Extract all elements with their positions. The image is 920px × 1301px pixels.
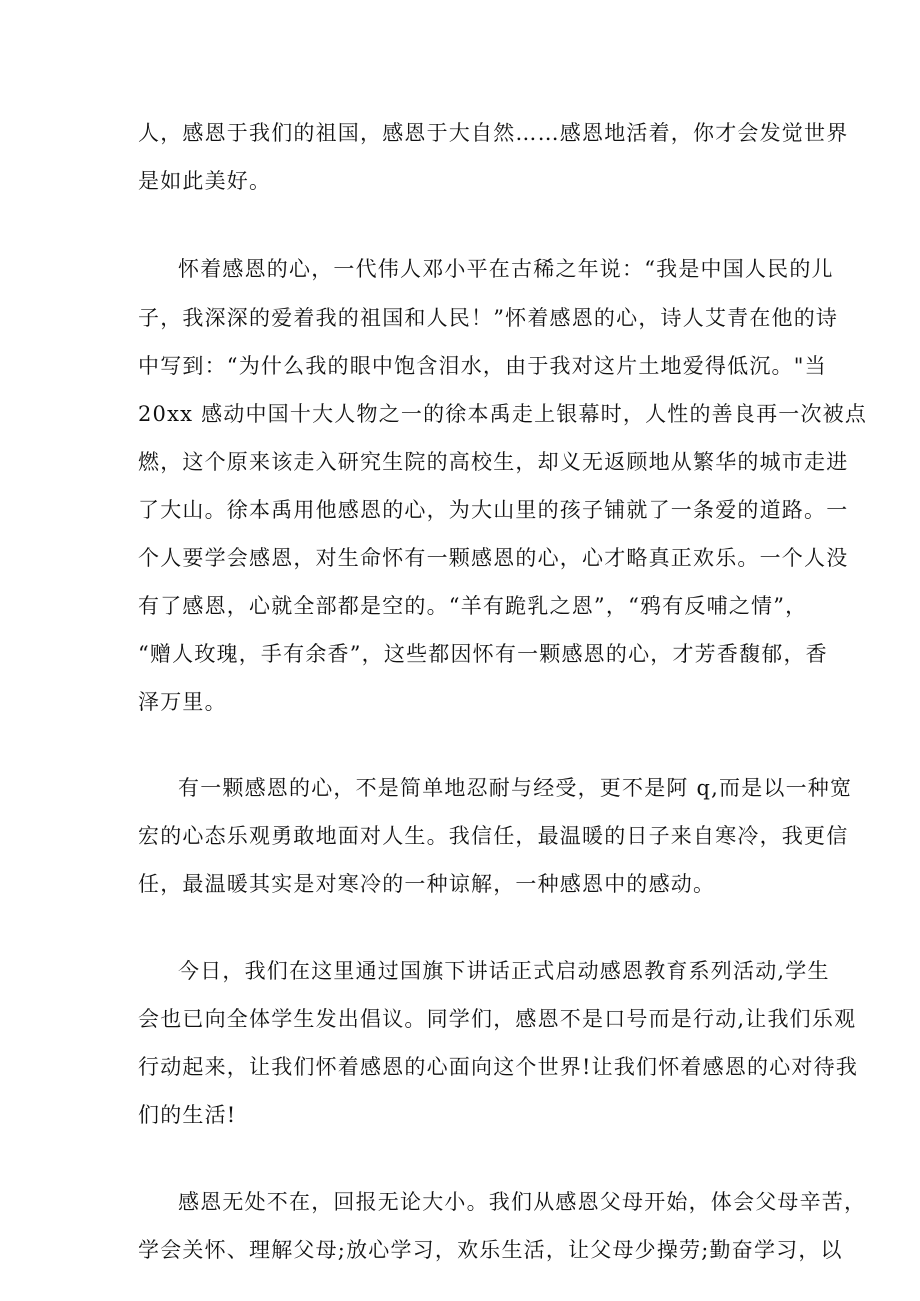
text-line: 是如此美好。: [138, 169, 272, 193]
text-line: 泽万里。: [138, 690, 227, 714]
text-line: 燃，这个原来该走入研究生院的高校生，却义无返顾地从繁华的城市走进: [138, 450, 849, 474]
text-line: 行动起来，让我们怀着感恩的心面向这个世界!让我们怀着感恩的心对待我: [138, 1055, 859, 1079]
text-line: “赠人玫瑰，手有余香”，这些都因怀有一颗感恩的心，才芳香馥郁，香: [138, 642, 828, 666]
text-line: 子，我深深的爱着我的祖国和人民！”怀着感恩的心，诗人艾青在他的诗: [138, 306, 839, 330]
paragraph-first-line: 有一颗感恩的心，不是简单地忍耐与经受，更不是阿 q,而是以一种宽: [178, 776, 853, 800]
text-line: 有了感恩，心就全部都是空的。“羊有跪乳之恩”，“鸦有反哺之情”，: [138, 594, 808, 618]
text-line: 会也已向全体学生发出倡议。同学们，感恩不是口号而是行动,让我们乐观: [138, 1007, 857, 1031]
text-line: 任，最温暖其实是对寒冷的一种谅解，一种感恩中的感动。: [138, 872, 716, 896]
paragraph-first-line: 怀着感恩的心，一代伟人邓小平在古稀之年说：“我是中国人民的儿: [178, 257, 834, 281]
paragraph-first-line: 感恩无处不在，回报无论大小。我们从感恩父母开始，体会父母辛苦，: [178, 1190, 867, 1214]
text-line: 宏的心态乐观勇敢地面对人生。我信任，最温暖的日子来自寒冷，我更信: [138, 824, 849, 848]
text-line: 学会关怀、理解父母;放心学习，欢乐生活，让父母少操劳;勤奋学习，以: [138, 1238, 843, 1262]
text-line: 中写到：“为什么我的眼中饱含泪水，由于我对这片土地爱得低沉。"当: [138, 354, 827, 378]
text-line: 个人要学会感恩，对生命怀有一颗感恩的心，心才略真正欢乐。一个人没: [138, 546, 849, 570]
text-line: 20xx 感动中国十大人物之一的徐本禹走上银幕时，人性的善良再一次被点: [138, 402, 868, 426]
text-line: 们的生活!: [138, 1103, 237, 1127]
paragraph-first-line: 今日，我们在这里通过国旗下讲话正式启动感恩教育系列活动,学生: [178, 959, 830, 983]
text-line: 了大山。徐本禹用他感恩的心，为大山里的孩子铺就了一条爱的道路。一: [138, 498, 849, 522]
text-line: 人，感恩于我们的祖国，感恩于大自然……感恩地活着，你才会发觉世界: [138, 121, 849, 145]
